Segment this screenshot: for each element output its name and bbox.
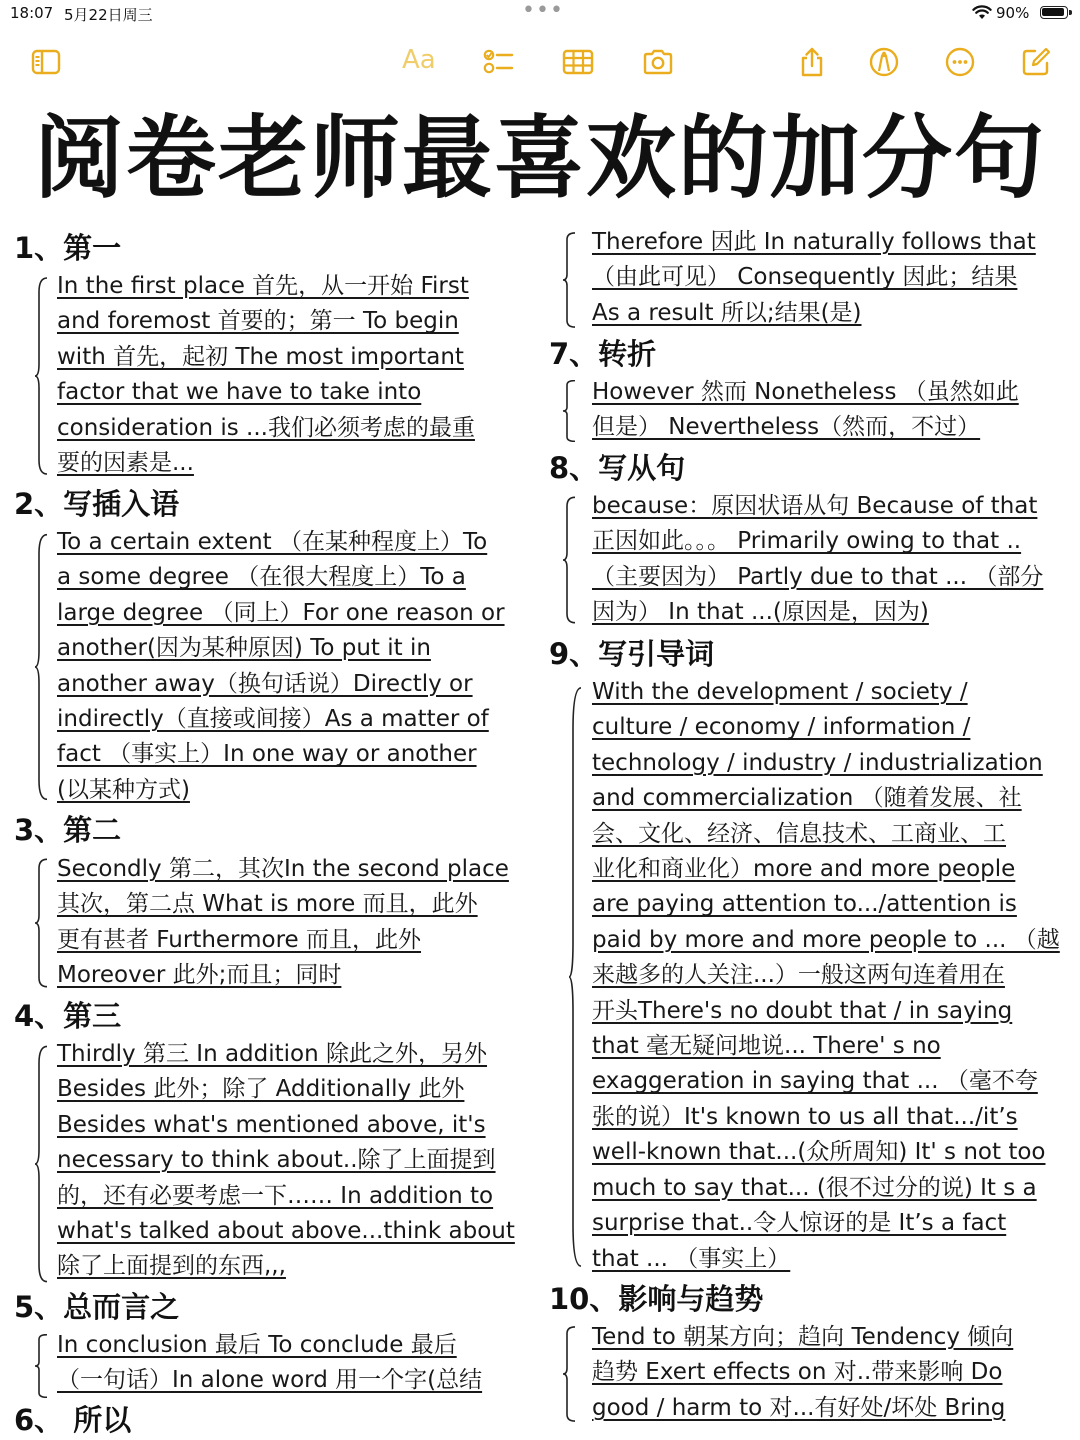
list-item: consideration is ...我们必须考虑的最重 <box>57 414 475 441</box>
section-body <box>592 675 1060 1277</box>
list-item: paid by more and more people to ... （越 <box>592 926 1060 953</box>
list-item: 正因如此。。。 Primarily owing to that .. <box>592 528 1022 555</box>
list-item: Tend to 朝某方向；趋向 Tendency 倾向 <box>592 1324 1014 1350</box>
list-item: fact （事实上）In one way or another <box>57 741 477 768</box>
section-body <box>57 852 509 994</box>
section-body <box>57 525 505 808</box>
note-title-text: 阅卷老师最喜欢的加分句 <box>34 106 1046 211</box>
list-item: factor that we have to take into <box>57 379 422 406</box>
section-heading: 7、转折 <box>549 337 657 371</box>
list-item: 其次，第二点 What is more 而且，此外 <box>57 891 478 918</box>
list-item: exaggeration in saying that ... （毫不夸 <box>592 1068 1038 1095</box>
multitasking-dots-icon[interactable]: ••• <box>522 0 564 23</box>
brace-icon <box>562 232 576 328</box>
status-date: 5月22日周三 <box>64 6 153 24</box>
list-item: Secondly 第二，其次In the second place <box>57 856 509 882</box>
list-item: culture / economy / information / <box>592 714 971 741</box>
section-body <box>57 1037 515 1285</box>
status-time: 18:07 <box>10 4 54 22</box>
list-item: Thirdly 第三 In addition 除此之外，另外 <box>57 1041 488 1067</box>
section-body <box>592 225 1036 331</box>
share-icon[interactable] <box>794 44 830 80</box>
status-bar <box>0 0 1080 28</box>
compose-icon[interactable] <box>1018 44 1054 80</box>
list-item: that 毫无疑问地说... There' s no <box>592 1033 941 1060</box>
list-item: technology / industry / industrialization <box>592 749 1043 776</box>
list-item: necessary to think about..除了上面提到 <box>57 1147 496 1174</box>
list-item: 的，还有必要考虑一下…… In addition to <box>57 1182 494 1209</box>
section-heading: 8、写从句 <box>549 451 686 485</box>
list-item: 更有甚者 Furthermore 而且，此外 <box>57 926 422 953</box>
list-item: 但是） Nevertheless（然而，不过） <box>592 414 981 441</box>
section-heading: 2、写插入语 <box>14 487 180 521</box>
brace-icon <box>562 1326 576 1422</box>
battery-percent: 90% <box>996 4 1030 22</box>
section-heading: 6、 所以 <box>14 1403 132 1437</box>
list-item: a some degree （在很大程度上）To a <box>57 564 466 591</box>
list-item: 开头There's no doubt that / in saying <box>592 997 1013 1024</box>
list-item: much to say that... (很不过分的说) It s a <box>592 1174 1037 1201</box>
note-title <box>0 100 1080 218</box>
list-item: 业化和商业化）more and more people <box>592 856 1016 883</box>
section-body <box>592 375 1019 446</box>
camera-icon[interactable] <box>640 44 676 80</box>
list-item: 因为） In that ...(原因是，因为) <box>592 599 929 626</box>
list-item: With the development / society / <box>592 679 968 705</box>
list-item: Therefore 因此 In naturally follows that <box>592 229 1036 255</box>
list-item: 来越多的人关注...）一般这两句连着用在 <box>592 962 1005 989</box>
sidebar-icon[interactable] <box>28 44 64 80</box>
list-item: In the first place 首先，从一开始 First <box>57 273 469 299</box>
brace-icon <box>562 380 576 442</box>
list-item: another away（换句话说）Directly or <box>57 670 473 697</box>
section-heading: 10、影响与趋势 <box>549 1282 764 1316</box>
list-item: In conclusion 最后 To conclude 最后 <box>57 1332 457 1358</box>
section-heading: 9、写引导词 <box>549 637 715 671</box>
list-item: well-known that...(众所周知) It' s not too <box>592 1139 1046 1166</box>
brace-icon <box>562 496 576 624</box>
format-icon[interactable]: Aa <box>402 45 436 75</box>
section-body <box>592 489 1043 631</box>
list-item: However 然而 Nonetheless （虽然如此 <box>592 379 1019 405</box>
brace-icon <box>34 1334 48 1398</box>
section-heading: 3、第二 <box>14 813 122 847</box>
checklist-icon[interactable] <box>480 44 516 80</box>
list-item: 要的因素是... <box>57 450 194 477</box>
battery-icon <box>1040 6 1068 19</box>
list-item: surprise that..令人惊讶的是 It’s a fact <box>592 1210 1007 1237</box>
list-item: Besides 此外；除了 Additionally 此外 <box>57 1076 465 1103</box>
table-icon[interactable] <box>560 44 596 80</box>
list-item: are paying attention to.../attention is <box>592 891 1017 918</box>
list-item: 除了上面提到的东西,,, <box>57 1253 286 1280</box>
brace-icon <box>34 532 48 802</box>
list-item: Besides what's mentioned above, it's <box>57 1111 486 1138</box>
list-item: another(因为某种原因) To put it in <box>57 635 431 662</box>
wifi-icon <box>972 5 992 24</box>
section-heading: 1、第一 <box>14 231 122 265</box>
brace-icon <box>34 858 48 988</box>
brace-icon <box>568 682 582 1272</box>
brace-icon <box>34 1044 48 1284</box>
list-item: and commercialization （随着发展、社 <box>592 785 1022 812</box>
section-body <box>57 1328 482 1399</box>
section-body <box>57 269 475 481</box>
list-item: because：原因状语从句 Because of that <box>592 493 1038 519</box>
markup-icon[interactable] <box>866 44 902 80</box>
list-item: （一句话）In alone word 用一个字(总结 <box>57 1367 483 1394</box>
list-item: 趋势 Exert effects on 对..带来影响 Do <box>592 1359 1003 1386</box>
list-item: indirectly（直接或间接）As a matter of <box>57 706 489 733</box>
notes-toolbar <box>0 36 1080 88</box>
list-item: To a certain extent （在某种程度上）To <box>57 529 488 555</box>
list-item: that ... （事实上） <box>592 1245 791 1272</box>
list-item: As a result 所以;结果(是) <box>592 299 862 326</box>
list-item: with 首先，起初 The most important <box>57 343 464 370</box>
list-item: what's talked about above...think about <box>57 1218 515 1245</box>
list-item: 会、文化、经济、信息技术、工商业、工 <box>592 820 1006 847</box>
section-heading: 5、总而言之 <box>14 1290 180 1324</box>
more-icon[interactable] <box>942 44 978 80</box>
section-heading: 4、第三 <box>14 999 122 1033</box>
list-item: （主要因为） Partly due to that ... （部分 <box>592 563 1044 590</box>
list-item: and foremost 首要的；第一 To begin <box>57 308 459 335</box>
list-item: good / harm to 对...有好处/坏处 Bring <box>592 1394 1006 1421</box>
list-item: Moreover 此外;而且；同时 <box>57 962 342 989</box>
list-item: large degree （同上）For one reason or <box>57 599 505 626</box>
list-item: (以某种方式) <box>57 776 190 803</box>
brace-icon <box>34 276 48 476</box>
list-item: （由此可见） Consequently 因此；结果 <box>592 264 1018 291</box>
list-item: 张的说）It's known to us all that.../it’s <box>592 1103 1018 1130</box>
section-body <box>592 1320 1013 1426</box>
